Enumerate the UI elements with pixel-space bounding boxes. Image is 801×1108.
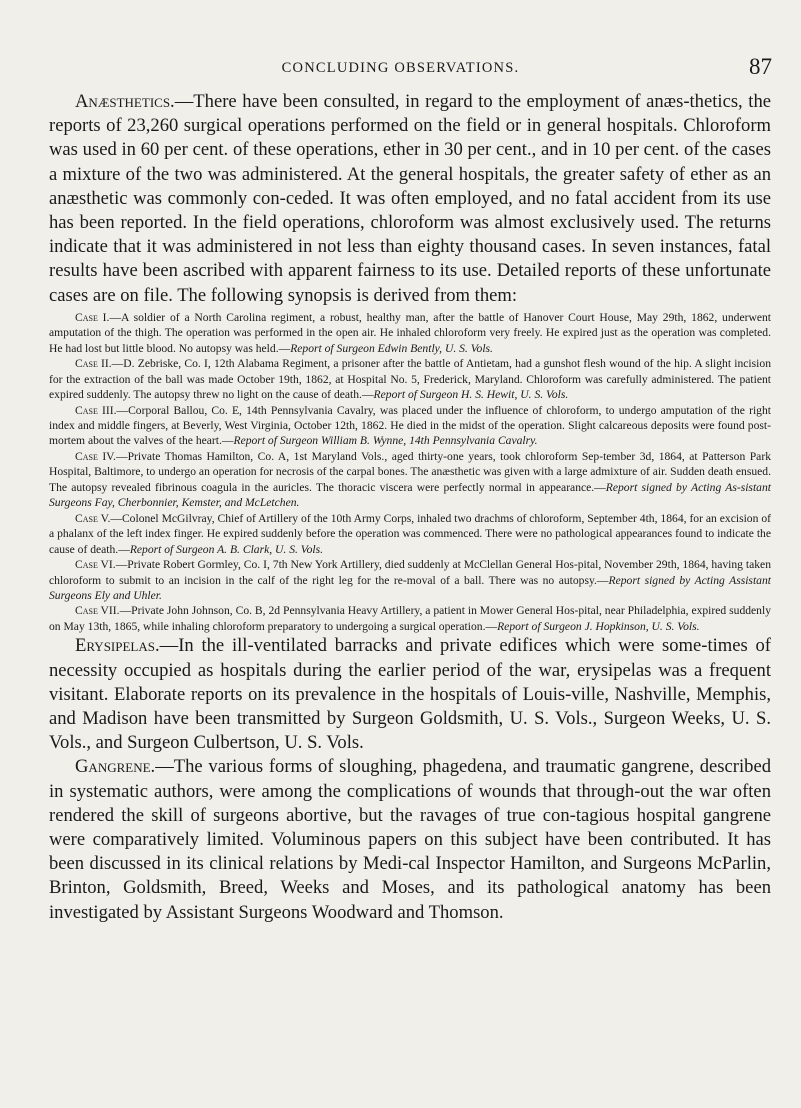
page-number: 87 (749, 54, 772, 79)
case-reference: Report of Surgeon H. S. Hewit, U. S. Vols. (373, 388, 569, 402)
case-label: Case II. (75, 357, 112, 371)
case-item (49, 603, 771, 634)
case-item (49, 557, 771, 603)
case-item (49, 310, 771, 356)
case-text: —D. Zebriske, Co. I, 12th Alabama Regiment, a prisoner after the battle of Antietam, had a gunshot flesh wound of the hip. A slight incision for the extraction of the ball was made October 19th, 1862, at Hospital No. 5, Frederick, Maryland. Chloroform was carefully administered. The patient expired suddenly. The autopsy threw no light on the cause of death.— (49, 357, 771, 402)
case-text: —Private Thomas Hamilton, Co. A, 1st Maryland Vols., aged thirty-one years, took chloroform Sep-tember 3d, 1864, at Patterson Park Hospital, Baltimore, to undergo an operation for necrosis of the carpal bones. The anæsthetic was given with a large admixture of air. Sudden death ensued. The autopsy revealed fibrinous coagula in the auricles. The thoracic viscera were perfectly normal in appearance.— (49, 449, 771, 494)
erysipelas-heading: Erysipelas. (75, 635, 160, 657)
case-label: Case VI. (75, 558, 116, 572)
case-reference: Report signed by Acting Assistant Surgeons Ely and Uhler. (49, 573, 771, 602)
case-label: Case VII. (75, 604, 120, 618)
case-label: Case V. (75, 511, 111, 525)
gangrene-heading: Gangrene. (75, 756, 156, 778)
gangrene-paragraph (49, 755, 771, 924)
case-label: Case IV. (75, 449, 116, 463)
case-reference: Report of Surgeon Edwin Bently, U. S. Vols. (290, 341, 493, 355)
case-text: —Private Robert Gormley, Co. I, 7th New York Artillery, died suddenly at McClellan General Hos-pital, November 29th, 1864, having taken chloroform to submit to an incision in the calf of the right leg for the re-moval of a ball. There was no autopsy.— (49, 558, 771, 587)
case-text: —Colonel McGilvray, Chief of Artillery of the 10th Army Corps, inhaled two drachms of chloroform, September 4th, 1864, for an excision of a phalanx of the left index finger. He expired suddenly before the operation was commenced. There were no pathological appearances found to indicate the cause of death.— (49, 511, 771, 556)
case-text: —A soldier of a North Carolina regiment, a robust, healthy man, after the battle of Hanover Court House, May 29th, 1862, underwent amputation of the thigh. The operation was performed in the open air. He inhaled chloroform very freely. He expired just as the operation was completed. He had lost but little blood. No autopsy was held.— (49, 310, 771, 355)
page-body (49, 90, 771, 925)
case-item (49, 449, 771, 511)
case-list (49, 310, 771, 635)
page-header (0, 54, 801, 80)
case-reference: Report of Surgeon J. Hopkinson, U. S. Vols. (497, 619, 700, 633)
case-text: —Corporal Ballou, Co. E, 14th Pennsylvania Cavalry, was placed under the influence of chloroform, to undergo amputation of the right index and middle fingers, at Beverly, West Virginia, October 12th, 1862. He died in the midst of the operation. Slight calcareous deposits were found post-mortem about the valves of the heart.— (49, 403, 771, 448)
anaesthetics-text: —There have been consulted, in regard to the employment of anæs-thetics, the reports of 23,260 surgical operations performed on the field or in general hospitals. Chloroform was used in 60 per cent. of these operations, ether in 30 per cent., and in 10 per cent. of the cases a mixture of the two was administered. At the general hospitals, the greater safety of ether as an anæsthetic was commonly con-ceded. It was often employed, and no fatal accident from its use has been reported. In the field operations, chloroform was almost exclusively used. The returns indicate that it was administered in not less than eighty thousand cases. In seven instances, fatal results have been ascribed with apparent fairness to its use. Detailed reports of these unfortunate cases are on file. The following synopsis is derived from them: (49, 91, 771, 306)
case-item (49, 356, 771, 402)
case-item (49, 511, 771, 557)
anaesthetics-paragraph (49, 90, 771, 308)
case-reference: Report of Surgeon A. B. Clark, U. S. Vols. (129, 542, 324, 556)
case-text: —Private John Johnson, Co. B, 2d Pennsylvania Heavy Artillery, a patient in Mower General Hos-pital, near Philadelphia, expired suddenly on May 13th, 1865, while inhaling chloroform preparatory to undergoing a surgical operation.— (49, 604, 771, 633)
anaesthetics-heading: Anæsthetics. (75, 91, 175, 112)
erysipelas-text: —In the ill-ventilated barracks and private edifices which were some-times of necessity occupied as hospitals during the earlier period of the war, erysipelas was a frequent visitant. Elaborate reports on its prevalence in the hospitals of Louis-ville, Nashville, Memphis, and Madison have been transmitted by Surgeon Goldsmith, U. S. Vols., Surgeon Weeks, U. S. Vols., and Surgeon Culbertson, U. S. Vols. (49, 635, 771, 754)
erysipelas-paragraph (49, 634, 771, 755)
case-label: Case I. (75, 310, 110, 324)
running-head: CONCLUDING OBSERVATIONS. (281, 60, 520, 76)
gangrene-text: —The various forms of sloughing, phagedena, and traumatic gangrene, described in systematic authors, were among the complications of wounds that through-out the war often rendered the skill of surgeons abortive, but the ravages of true con-tagious hospital gangrene were comparatively limited. Voluminous papers on this subject have been contributed. It has been discussed in its clinical relations by Medi-cal Inspector Hamilton, and Surgeons McParlin, Brinton, Goldsmith, Breed, Weeks and Moses, and its pathological anatomy has been investigated by Assistant Surgeons Woodward and Thomson. (49, 756, 771, 923)
case-label: Case III. (75, 403, 117, 417)
case-reference: Report signed by Acting As-sistant Surgeons Fay, Cherbonnier, Kemster, and McLetchen. (49, 480, 771, 510)
case-reference: Report of Surgeon William B. Wynne, 14th Pennsylvania Cavalry. (233, 434, 538, 448)
case-item (49, 403, 771, 449)
